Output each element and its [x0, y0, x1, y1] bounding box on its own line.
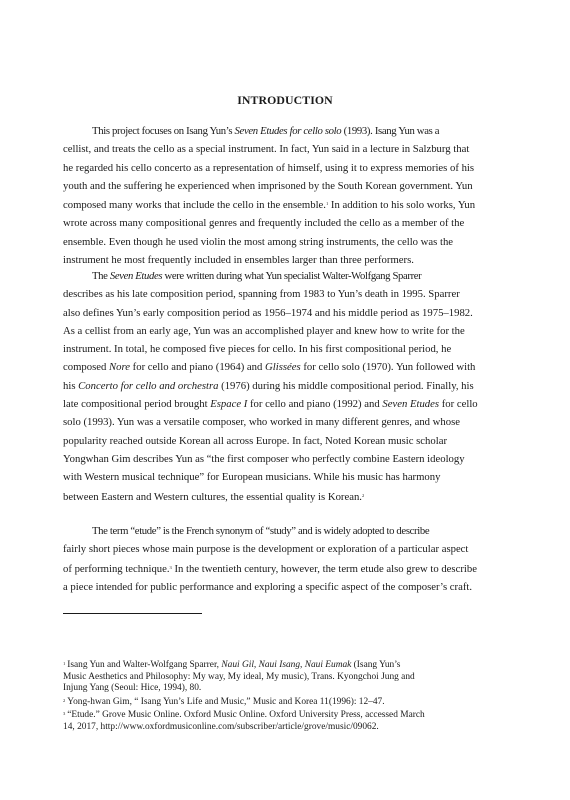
text-run: In the twentieth century, however, the term etude also grew to describe: [171, 562, 477, 575]
text-run: popularity reached outside Korean all across Europe. In fact, Noted Korean music scholar: [63, 434, 448, 447]
text-line: [63, 522, 511, 540]
text-line: [63, 695, 511, 709]
italic-title: Seven Etudes: [109, 270, 163, 282]
text-run: wrote across many compositional genres and frequently included the cello as a member of the: [63, 217, 465, 230]
text-run: composed: [63, 361, 110, 374]
text-run: 14, 2017, http://www.oxfordmusiconline.com/subscriber/article/grove/music/09062.: [63, 721, 379, 732]
footnote-number: 2: [63, 697, 66, 703]
text-run: for cello: [439, 398, 478, 411]
text-run: for cello and piano (1964) and: [130, 361, 266, 374]
text-line: [63, 377, 511, 395]
text-run: his: [63, 379, 79, 392]
text-run: Injung Yang (Seoul: Hice, 1994), 80.: [63, 683, 202, 693]
text-run: In addition to his solo works, Yun: [328, 199, 476, 212]
text-line: [63, 450, 511, 468]
italic-title: Seven Etudes for cello solo: [234, 125, 342, 137]
page-title: INTRODUCTION: [237, 93, 333, 107]
text-run: The: [92, 270, 110, 282]
footnote-number: 3: [63, 711, 66, 716]
text-line: [63, 395, 511, 413]
text-line: [63, 468, 511, 486]
text-run: The term “etude” is the French synonym of “study” and is widely adopted to describe: [92, 525, 430, 537]
text-line: [63, 340, 511, 358]
text-line: [63, 658, 511, 672]
text-line: [63, 159, 511, 177]
text-line: [63, 195, 511, 214]
italic-title: Espace I: [210, 398, 248, 411]
text-line: [63, 578, 511, 596]
text-line: [63, 322, 511, 340]
text-run: Music Aesthetics and Philosophy: My way, My ideal, My music), Trans. Kyongchoi Jung and: [63, 671, 415, 682]
text-run: were written during what Yun specialist Walter-Wolfgang Sparrer: [162, 270, 422, 282]
italic-title: Seven Etudes: [382, 398, 440, 411]
text-run: “Etude.” Grove Music Online. Oxford Music Online. Oxford University Press, accessed March: [67, 710, 425, 720]
italic-title: Naui Gil, Naui Isang, Naui Eumak: [221, 660, 352, 670]
text-run: cellist, and treats the cello as a special instrument. In fact, Yun said in a lecture in Salzburg that: [63, 143, 470, 156]
text-run: composed many works that include the cello in the ensemble.: [63, 199, 326, 212]
text-run: for cello solo (1970). Yun followed with: [300, 361, 476, 374]
text-run: youth and the suffering he experienced when imprisoned by the South Korean government. Yun: [63, 179, 473, 192]
text-run: Yongwhan Gim describes Yun as “the first composer who perfectly combine Eastern ideology: [63, 452, 465, 465]
text-run: of performing technique.: [63, 562, 170, 575]
text-line: [63, 413, 511, 431]
text-line: [63, 708, 511, 722]
text-run: ensemble. Even though he used violin the most among string instruments, the cello was the: [63, 235, 454, 248]
footnote-reference: 2: [361, 492, 365, 498]
text-line: [63, 683, 511, 695]
footnote-reference: 3: [169, 564, 172, 570]
italic-title: Nore: [109, 361, 130, 374]
text-run: Isang Yun and Walter-Wolfgang Sparrer,: [67, 660, 222, 670]
text-run: Yong-hwan Gim, “ Isang Yun’s Life and Music,” Music and Korea 11(1996): 12–47.: [67, 696, 385, 707]
text-run: a piece intended for public performance and exploring a specific aspect of the composer’s craft.: [63, 580, 473, 593]
text-line: [63, 540, 511, 558]
text-line: [63, 233, 511, 251]
footnote-reference: 1: [325, 201, 329, 207]
text-run: for cello and piano (1992) and: [247, 398, 383, 411]
text-run: solo (1993). Yun was a versatile composer, who worked in many different genres, and whose: [63, 416, 460, 429]
text-run: between Eastern and Western cultures, the essential quality is Korean.: [63, 490, 362, 503]
paragraph-3: [63, 522, 511, 596]
italic-title: Concerto for cello and orchestra: [78, 379, 219, 392]
italic-title: Glissées: [265, 361, 301, 374]
text-line: [63, 177, 511, 195]
text-line: [63, 267, 511, 285]
text-run: instrument he most frequently included in ensembles larger than three performers.: [63, 254, 414, 267]
text-run: This project focuses on Isang Yun’s: [92, 125, 235, 137]
text-run: also defines Yun’s early composition period as 1956–1974 and his middle period as 1975–1982.: [63, 306, 473, 319]
text-run: with Western musical technique” for European musicians. While his music has harmony: [63, 471, 441, 484]
paragraph-2: [63, 267, 511, 506]
text-line: [63, 122, 511, 140]
text-run: (1976) during his middle compositional period. Finally, his: [218, 379, 474, 392]
text-line: [63, 304, 511, 322]
text-line: [63, 559, 511, 578]
text-run: (Isang Yun’s: [351, 660, 401, 670]
text-run: fairly short pieces whose main purpose is the development or exploration of a particular aspect: [63, 543, 469, 556]
footnotes: [63, 658, 511, 733]
text-line: [63, 140, 511, 158]
footnote-separator: [63, 613, 202, 614]
text-run: As a cellist from an early age, Yun was an accomplished player and knew how to write for the: [63, 324, 465, 337]
text-line: [63, 358, 511, 376]
paragraph-1: [63, 122, 511, 269]
text-run: instrument. In total, he composed five pieces for cello. In his first compositional period, he: [63, 343, 452, 356]
text-line: [63, 487, 511, 506]
text-run: describes as his late composition period, spanning from 1983 to Yun’s death in 1995. Sparrer: [63, 288, 460, 301]
footnote-number: 1: [63, 661, 66, 666]
text-line: [63, 432, 511, 450]
text-line: [63, 214, 511, 232]
text-run: late compositional period brought: [63, 398, 211, 411]
text-line: [63, 285, 511, 303]
text-run: he regarded his cello concerto as a representation of himself, using it to express memories of his: [63, 161, 475, 174]
text-line: [63, 672, 511, 684]
text-line: [63, 722, 511, 734]
text-run: (1993). Isang Yun was a: [341, 125, 440, 137]
